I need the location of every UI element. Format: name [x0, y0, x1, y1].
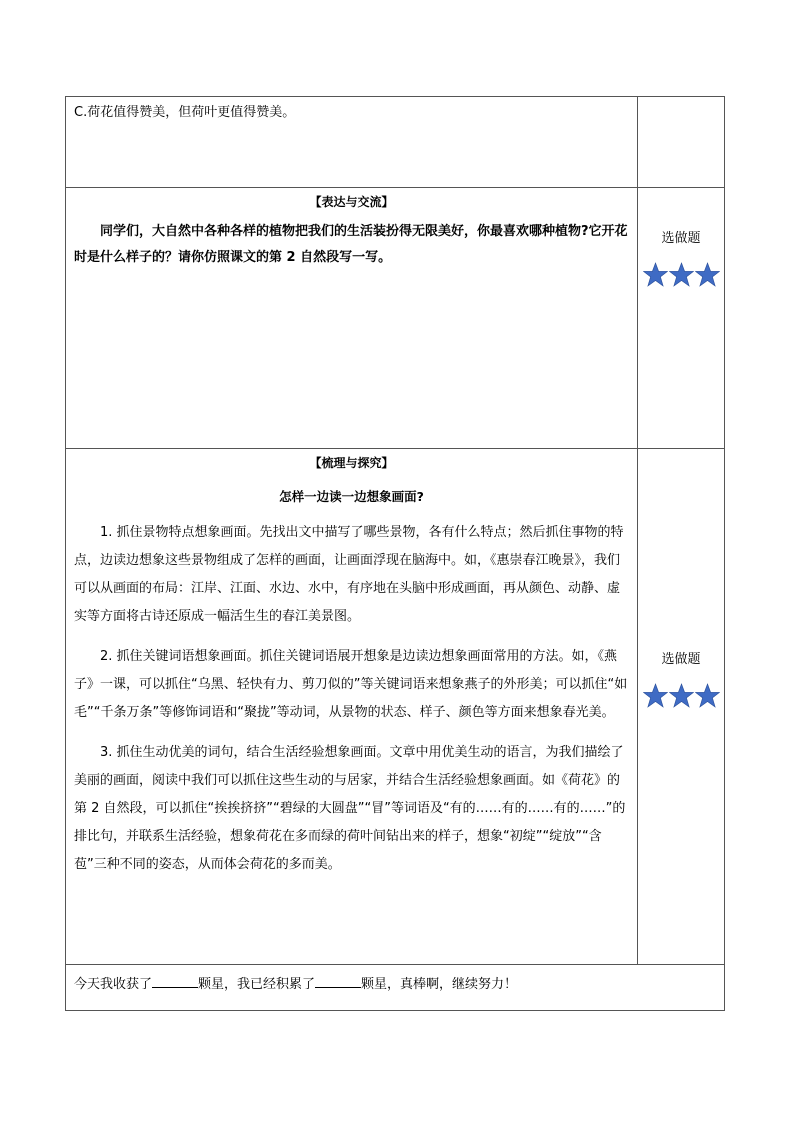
- express-row: [66, 188, 725, 449]
- express-heading: 【表达与交流】: [309, 195, 394, 209]
- star-icon: [695, 683, 720, 708]
- summary-sentence: [66, 965, 724, 1004]
- explore-subheading: 怎样一边读一边想象画面?: [279, 489, 424, 504]
- express-prompt: 同学们，大自然中各种各样的植物把我们的生活装扮得无限美好，你最喜欢哪种植物?它开花时是什么样子的？请你仿照课文的第 2 自然段写一写。: [74, 224, 628, 265]
- express-cell: [66, 188, 638, 449]
- star-rating: [638, 683, 724, 708]
- optional-task-label: 选做题: [661, 652, 701, 667]
- express-side-cell: [638, 188, 725, 449]
- optional-task-label: 选做题: [661, 231, 701, 246]
- explore-paragraph-1: 1. 抓住景物特点想象画面。先找出文中描写了哪些景物，各有什么特点；然后抓住事物的特点，边读边想象这些景物组成了怎样的画面，让画面浮现在脑海中。如，《惠崇春江晚景》，我们可以从画面的布局：江岸、江面、水边、水中，有序地在头脑中形成画面，再从颜色、动静、虚实等方面将古诗还原成一幅活生生的春江美景图。: [74, 525, 624, 624]
- explore-side-cell: [638, 449, 725, 965]
- stars-total-blank[interactable]: [315, 973, 361, 988]
- summary-cell: [66, 965, 725, 1011]
- summary-part-2: 颗星，我已经积累了: [198, 977, 316, 992]
- explore-paragraph-3: 3. 抓住生动优美的词句，结合生活经验想象画面。文章中用优美生动的语言，为我们描绘了美丽的画面，阅读中我们可以抓住这些生动的与居家，并结合生活经验想象画面。如《荷花》的第 2 自然段，可以抓住“挨挨挤挤”“碧绿的大圆盘”“冒”等词语及“有的……有的……有的……”的排比句，并联系生活经验，想象荷花在多而绿的荷叶间钻出来的样子，想象“初绽”“绽放”“含苞”三种不同的姿态，从而体会荷花的多而美。: [74, 745, 626, 872]
- star-icon: [643, 262, 668, 287]
- worksheet-table: [65, 96, 725, 1011]
- option-row: [66, 97, 725, 188]
- explore-heading: 【梳理与探究】: [309, 456, 394, 470]
- star-icon: [669, 683, 694, 708]
- option-c-text: C.荷花值得赞美，但荷叶更值得赞美。: [74, 105, 296, 120]
- star-rating: [638, 262, 724, 287]
- option-side-cell: [638, 97, 725, 188]
- star-icon: [643, 683, 668, 708]
- summary-part-3: 颗星，真棒啊，继续努力！: [361, 977, 518, 992]
- explore-cell: [66, 449, 638, 965]
- option-cell: [66, 97, 638, 188]
- summary-row: [66, 965, 725, 1011]
- explore-row: [66, 449, 725, 965]
- explore-paragraph-2: 2. 抓住关键词语想象画面。抓住关键词语展开想象是边读边想象画面常用的方法。如，《燕子》一课，可以抓住“乌黑、轻快有力、剪刀似的”等关键词语来想象燕子的外形美；可以抓住“如毛”“千条万条”等修饰词语和“聚拢”等动词，从景物的状态、样子、颜色等方面来想象春光美。: [74, 649, 628, 720]
- star-icon: [669, 262, 694, 287]
- summary-part-1: 今天我收获了: [74, 977, 153, 992]
- star-icon: [695, 262, 720, 287]
- stars-earned-blank[interactable]: [152, 973, 198, 988]
